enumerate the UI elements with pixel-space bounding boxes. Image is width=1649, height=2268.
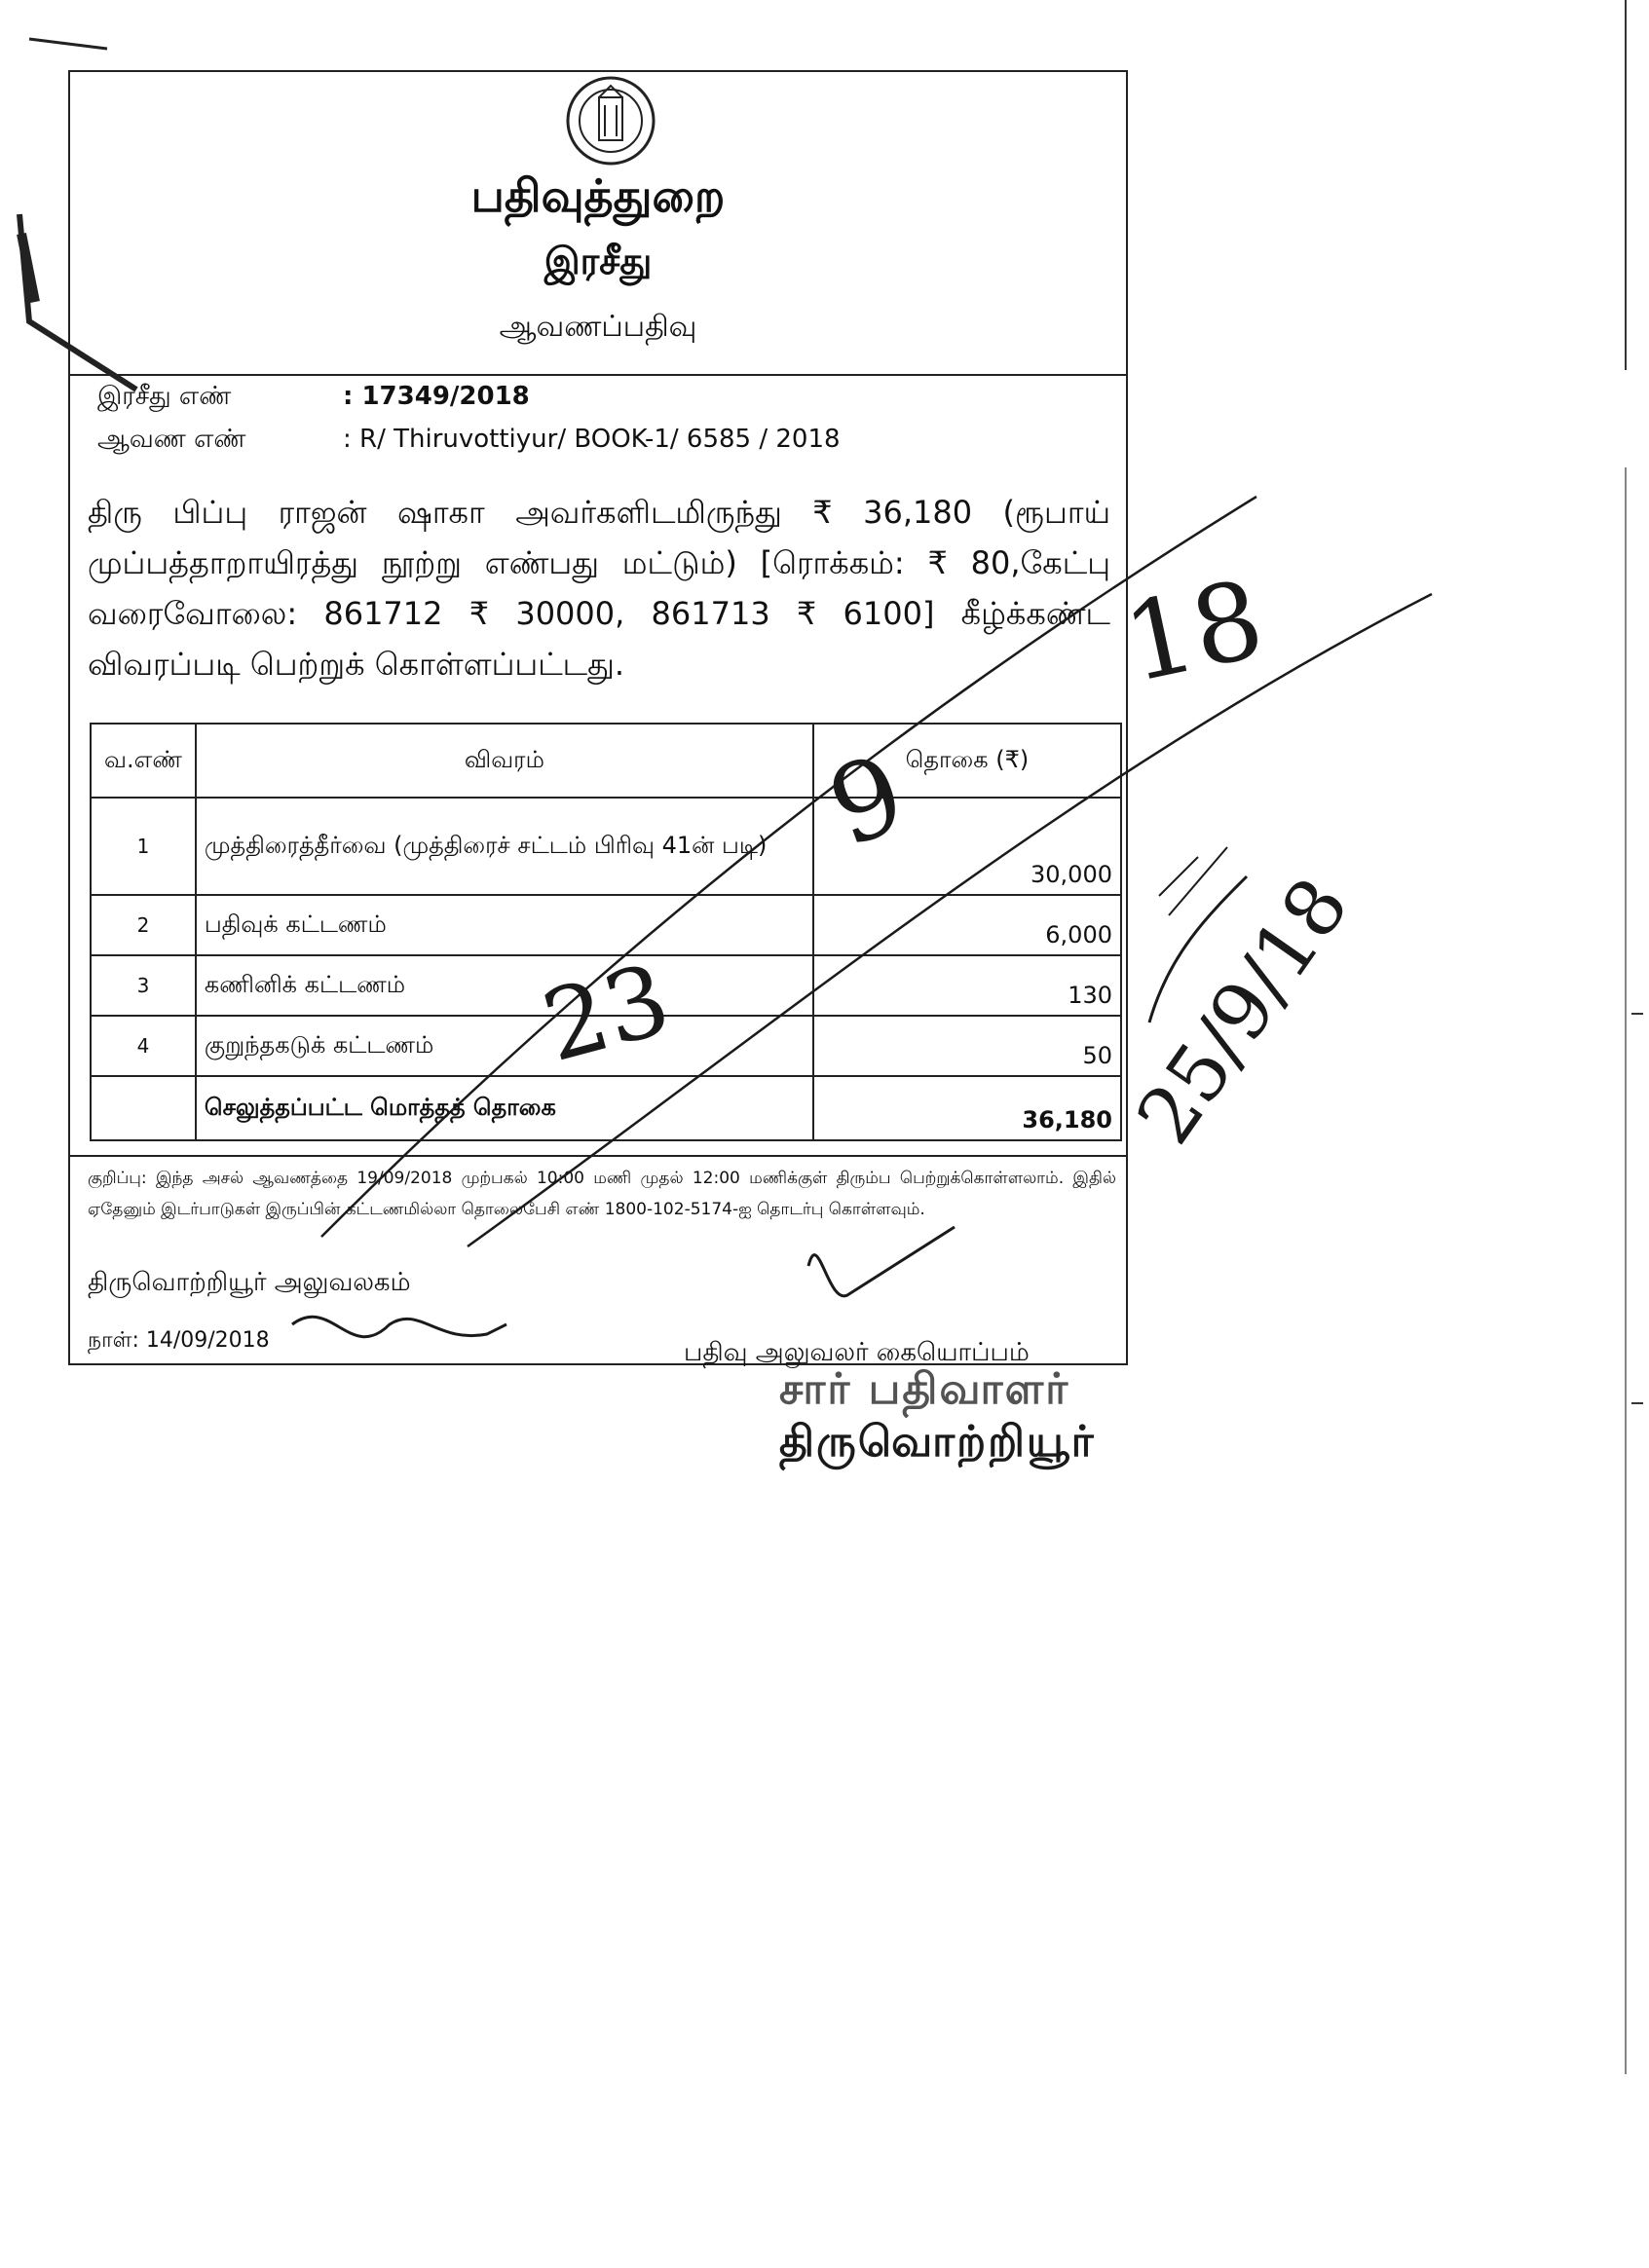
signature-label: பதிவு அலுவலர் கையொப்பம்	[684, 1338, 1030, 1367]
row-amount: 130	[813, 955, 1121, 1016]
receipt-date: நாள்: 14/09/2018	[88, 1328, 270, 1353]
handwritten-date: 25/9/18	[1119, 861, 1367, 1160]
total-label: செலுத்தப்பட்ட மொத்தத் தொகை	[196, 1076, 813, 1140]
row-description: கணினிக் கட்டணம்	[196, 955, 813, 1016]
row-number: 2	[91, 895, 196, 955]
handwritten-note-a: 18	[1113, 556, 1274, 707]
handwritten-note-b: 9	[813, 730, 920, 872]
row-number: 4	[91, 1016, 196, 1076]
row-amount: 30,000	[813, 798, 1121, 895]
row-description: முத்திரைத்தீர்வை (முத்திரைச் சட்டம் பிரிவு 41ன் படி)	[196, 798, 813, 895]
note-divider	[70, 1155, 1126, 1157]
registration-type: ஆவணப்பதிவு	[499, 310, 697, 344]
fee-table	[90, 723, 1122, 1141]
column-header-no: வ.எண்	[91, 724, 196, 798]
column-header-amount: தொகை (₹)	[813, 724, 1121, 798]
handwritten-note-c: 23	[531, 942, 682, 1085]
table-row	[91, 798, 1121, 895]
scan-edge-tick	[1631, 1013, 1643, 1015]
scan-edge-line	[1625, 467, 1627, 2074]
document-number-value: : R/ Thiruvottiyur/ BOOK-1/ 6585 / 2018	[343, 425, 841, 454]
table-header-row	[91, 724, 1121, 798]
stamp-title: சார் பதிவாளர்	[779, 1364, 1070, 1414]
scan-edge-line	[1625, 0, 1627, 370]
table-row	[91, 895, 1121, 955]
collection-note: குறிப்பு: இந்த அசல் ஆவணத்தை 19/09/2018 முற்பகல் 10:00 மணி முதல் 12:00 மணிக்குள் திரும்ப பெற்றுக்கொள்ளலாம். இதில் ஏதேனும் இடர்பாடுகள் இருப்பின் கட்டணமில்லா தொலைபேசி எண் 1800-102-5174-ஐ தொடர்பு கொள்ளவும்.	[88, 1169, 1116, 1219]
receipt-document	[68, 70, 1128, 1365]
receipt-number-row	[97, 382, 974, 421]
row-number: 1	[91, 798, 196, 895]
row-number: 3	[91, 955, 196, 1016]
row-description: பதிவுக் கட்டணம்	[196, 895, 813, 955]
row-description: குறுந்தகடுக் கட்டணம்	[196, 1016, 813, 1076]
column-header-description: விவரம்	[196, 724, 813, 798]
total-amount: 36,180	[813, 1076, 1121, 1140]
document-number-row	[97, 425, 974, 464]
row-amount: 6,000	[813, 895, 1121, 955]
row-amount: 50	[813, 1016, 1121, 1076]
receipt-number-label: இரசீது எண்	[97, 382, 232, 411]
scan-edge-tick	[1631, 1402, 1643, 1404]
stamp-office: திருவொற்றியூர்	[779, 1417, 1096, 1467]
office-stamp	[779, 1363, 1130, 1469]
total-number-cell	[91, 1076, 196, 1140]
table-total-row	[91, 1076, 1121, 1140]
document-number-label: ஆவண எண்	[97, 425, 246, 454]
receipt-number-value: : 17349/2018	[343, 382, 530, 411]
tamil-nadu-emblem-icon	[562, 72, 659, 169]
receipt-title: இரசீது	[543, 240, 653, 282]
department-title: பதிவுத்துறை	[470, 169, 726, 222]
table-row	[91, 1016, 1121, 1076]
receipt-narrative: திரு பிப்பு ராஜன் ஷாகா அவர்களிடமிருந்து ₹ 36,180 (ரூபாய் முப்பத்தாறாயிரத்து நூற்று எண்பது மட்டும்) [ரொக்கம்: ₹ 80,கேட்பு வரைவோலை: 861712 ₹ 30000, 861713 ₹ 6100] கீழ்க்கண்ட விவரப்படி பெற்றுக் கொள்ளப்பட்டது.	[88, 494, 1110, 683]
table-row	[91, 955, 1121, 1016]
header-divider	[70, 374, 1126, 376]
office-name: திருவொற்றியூர் அலுவலகம்	[88, 1268, 411, 1297]
